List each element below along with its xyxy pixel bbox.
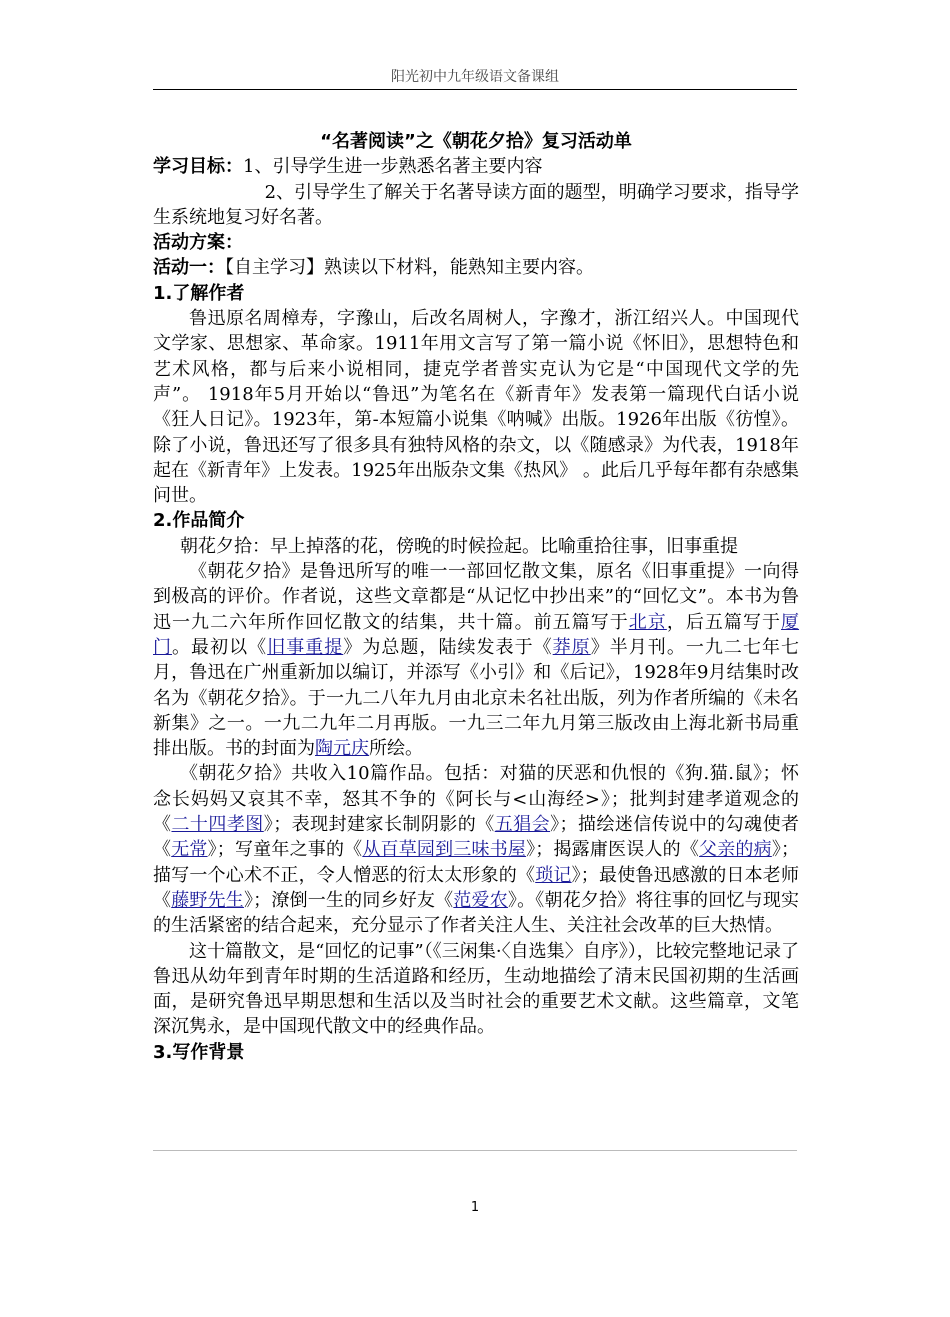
works-list-paragraph [153, 761, 799, 938]
text-run: 》；揭露庸医误人的《 [526, 839, 700, 861]
summary-paragraph: 这十篇散文，是“回忆的记事”（《三闲集·〈自选集〉自序》），比较完整地记录了鲁迅从幼年到青年时期的生活道路和经历，生动地描绘了清末民国初期的生活画面，是研究鲁迅早期思想和生活以及当时社会的重要艺术文献。这些篇章，文笔深沉隽永，是中国现代散文中的经典作品。 [153, 940, 799, 1038]
text-run: 》；表现封建家长制阴影的《 [263, 814, 495, 836]
learning-goals-line1 [153, 154, 799, 179]
link-mangyuan[interactable]: 莽原 [552, 636, 591, 658]
title-meaning-paragraph: 朝花夕拾：早上掉落的花，傍晚的时候捡起。比喻重拾往事，旧事重提 [180, 535, 738, 557]
link-baicaoyuan[interactable]: 从百草园到三味书屋 [362, 839, 527, 861]
text-run: 》；写童年之事的《 [207, 839, 363, 861]
activity-one-text: 【自主学习】熟读以下材料，能熟知主要内容。 [225, 257, 594, 279]
document-body [153, 129, 799, 1065]
text-run: 》。《朝花夕拾》将往事的回忆与现实的生活紧密的结合起来，充分显示了作者关注人生、关注社会改革的巨大热情。 [153, 889, 800, 937]
text-run: 》为总题，陆续发表于《 [343, 636, 553, 658]
text-run: 所绘。 [369, 738, 423, 760]
text-run: ，后五篇写于 [666, 611, 782, 633]
footer-divider [153, 1150, 797, 1151]
link-fan-ainong[interactable]: 范爱农 [453, 889, 508, 911]
section-heading-background: 3.写作背景 [153, 1041, 245, 1063]
text-run: 》；描写一个心术不正，令人憎恶的衍太太形象的《 [153, 839, 800, 886]
text-run: 》；潦倒一生的同乡好友《 [243, 889, 454, 911]
link-fuqin-de-bing[interactable]: 父亲的病 [699, 839, 772, 861]
text-run: 》；最使鲁迅感激的日本老师《 [153, 864, 800, 911]
activity-one [153, 255, 799, 280]
activity-one-label: 活动一： [153, 257, 225, 279]
text-run: 《朝花夕拾》是鲁迅所写的唯一一部回忆散文集，原名《旧事重提》一向得到极高的评价。作者说，这些文章都是“从记忆中抄出来”的“回忆文”。本书为鲁迅一九二六年所作回忆散文的结集，共十篇。前五篇写于 [153, 561, 799, 633]
book-intro-paragraph [153, 559, 799, 761]
link-ershisi-xiaotu[interactable]: 二十四孝图 [171, 814, 264, 836]
link-suoji[interactable]: 琐记 [535, 864, 572, 886]
link-wuchang-hui[interactable]: 五猖会 [494, 814, 551, 836]
link-tengye-xiansheng[interactable]: 藤野先生 [171, 889, 244, 911]
learning-goals-label: 学习目标： [153, 156, 243, 178]
activity-plan-label: 活动方案： [153, 232, 243, 254]
author-paragraph: 鲁迅原名周樟寿，字豫山，后改名周树人，字豫才，浙江绍兴人。中国现代文学家、思想家、革命家。1911年用文言写了第一篇小说《怀旧》，思想特色和艺术风格，都与后来小说相同，捷克学者普实克认为它是“中国现代文学的先声”。 1918年5月开始以“鲁迅”为笔名在《新青年》发表第一篇现代白话小说《狂人日记》。1923年，第-本短篇小说集《呐喊》出版。1926年出版《彷惶》。除了小说，鲁迅还写了很多具有独特风格的杂文，以《随感录》为代表，1918年起在《新青年》上发表。1925年出版杂文集《热风》 。此后几乎每年都有杂感集问世。 [153, 308, 799, 507]
text-run: 》；描绘迷信传说中的勾魂使者《 [153, 814, 800, 861]
section-heading-author: 1.了解作者 [153, 282, 245, 304]
text-run: 。最初以《 [172, 636, 268, 658]
text-run: 《朝花夕拾》共收入10篇作品。包括：对猫的厌恶和仇恨的《狗.猫.鼠》；怀念长妈妈又哀其不幸，怒其不争的《阿长与<山海经>》；批判封建孝道观念的《 [153, 763, 799, 836]
page-number: 1 [470, 1200, 480, 1215]
text-run: 》半月刊。一九二七年七月，鲁迅在广州重新加以编订，并添写《小引》和《后记》，1928年9月结集时改名为《朝花夕拾》。于一九二八年九月由北京未名社出版，列为作者所编的《未名新集》之一。一九二九年二月再版。一九三二年九月第三版改由上海北新书局重排出版。书的封面为 [153, 636, 800, 760]
page-header: 阳光初中九年级语文备课组 [391, 69, 559, 85]
learning-goal-2: 2、引导学生了解关于名著导读方面的题型，明确学习要求，指导学生系统地复习好名著。 [153, 181, 799, 228]
document-title: “名著阅读”之《朝花夕拾》复习活动单 [320, 131, 632, 152]
link-beijing[interactable]: 北京 [628, 611, 667, 633]
section-heading-intro: 2.作品简介 [153, 510, 245, 532]
link-wuchang[interactable]: 无常 [171, 839, 208, 861]
link-tao-yuanqing[interactable]: 陶元庆 [315, 738, 369, 760]
link-xiamen[interactable]: 厦门 [153, 611, 800, 658]
header-divider [153, 89, 797, 90]
link-jiushi-chongti[interactable]: 旧事重提 [267, 636, 344, 658]
learning-goal-1: 1、引导学生进一步熟悉名著主要内容 [243, 156, 543, 178]
